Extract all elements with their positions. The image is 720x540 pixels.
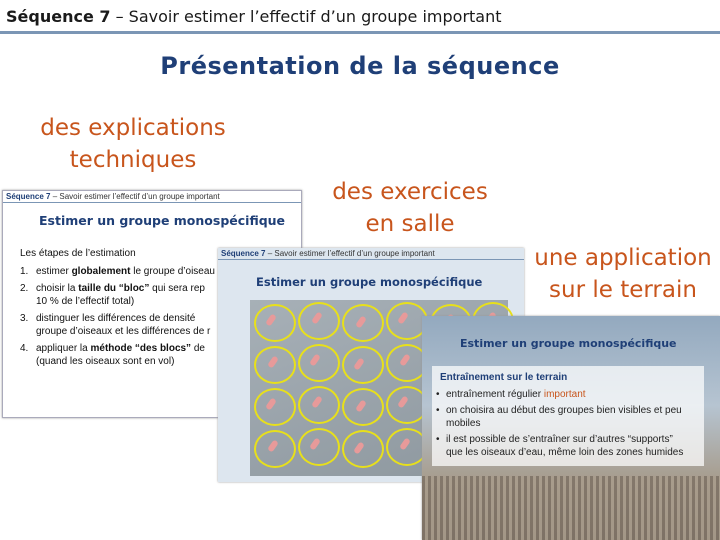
- header-rule: [0, 31, 720, 34]
- count-circle: [298, 386, 340, 424]
- slide1-header: [6, 192, 220, 201]
- page-header: [0, 0, 720, 33]
- slide-thumbnail-application: [422, 316, 720, 540]
- slide1-rule: [3, 202, 301, 203]
- sequence-label: Séquence 7: [6, 7, 111, 26]
- header-separator: –: [110, 7, 129, 26]
- count-circle: [254, 430, 296, 468]
- header-subtitle: Savoir estimer l’effectif d’un groupe important: [128, 7, 502, 26]
- caption-explications-line2: techniques: [69, 147, 197, 173]
- caption-exercices-line2: en salle: [365, 211, 455, 237]
- caption-explications: [28, 112, 238, 176]
- caption-application: [526, 242, 720, 306]
- caption-exercices: [310, 176, 510, 240]
- list-item: 4. appliquer la méthode “des blocs” de (quand les oiseaux sont en vol): [20, 343, 205, 367]
- caption-explications-line1: des explications: [40, 115, 226, 141]
- shorebird-flock-photo: [422, 476, 720, 540]
- list-item: • il est possible de s’entraîner sur d’autres “supports” que les oiseaux d’eau, même loin des zones humides: [436, 433, 706, 459]
- slide3-bullets: [436, 388, 706, 462]
- slide1-subtitle: Les étapes de l’estimation: [20, 248, 136, 259]
- list-item: 2. choisir la taille du “bloc” qui sera rep 10 % de l’effectif total): [20, 283, 205, 307]
- slide2-title: Estimer un groupe monospécifique: [256, 275, 483, 289]
- count-circle: [298, 428, 340, 466]
- list-item: 3. distinguer les différences de densité groupe d’oiseaux et les différences de r: [20, 313, 211, 337]
- count-circle: [298, 344, 340, 382]
- slide2-header-label: Séquence 7: [221, 249, 266, 258]
- slide1-header-rest: – Savoir estimer l’effectif d’un groupe important: [50, 192, 220, 201]
- count-circle: [342, 346, 384, 384]
- slide3-subtitle: Entraînement sur le terrain: [440, 372, 568, 383]
- header-title: [6, 7, 502, 26]
- caption-application-line2: sur le terrain: [549, 277, 697, 303]
- slide1-header-label: Séquence 7: [6, 192, 51, 201]
- slide2-header: [221, 249, 435, 258]
- slide2-rule: [218, 259, 524, 260]
- page-title: Présentation de la séquence: [160, 52, 560, 80]
- count-circle: [254, 346, 296, 384]
- highlight-important: important: [543, 389, 586, 400]
- count-circle: [254, 304, 296, 342]
- caption-exercices-line1: des exercices: [332, 179, 488, 205]
- slide3-title: Estimer un groupe monospécifique: [460, 337, 677, 350]
- list-item: • entraînement régulier important: [436, 388, 706, 401]
- caption-application-line1: une application: [534, 245, 712, 271]
- list-item: • on choisira au début des groupes bien visibles et peu mobiles: [436, 404, 706, 430]
- list-item: 1. estimer globalement le groupe d’oiseau: [20, 266, 215, 277]
- slide1-title: Estimer un groupe monospécifique: [39, 213, 286, 228]
- count-circle: [254, 388, 296, 426]
- count-circle: [298, 302, 340, 340]
- count-circle: [342, 430, 384, 468]
- slide2-header-rest: – Savoir estimer l’effectif d’un groupe important: [265, 249, 435, 258]
